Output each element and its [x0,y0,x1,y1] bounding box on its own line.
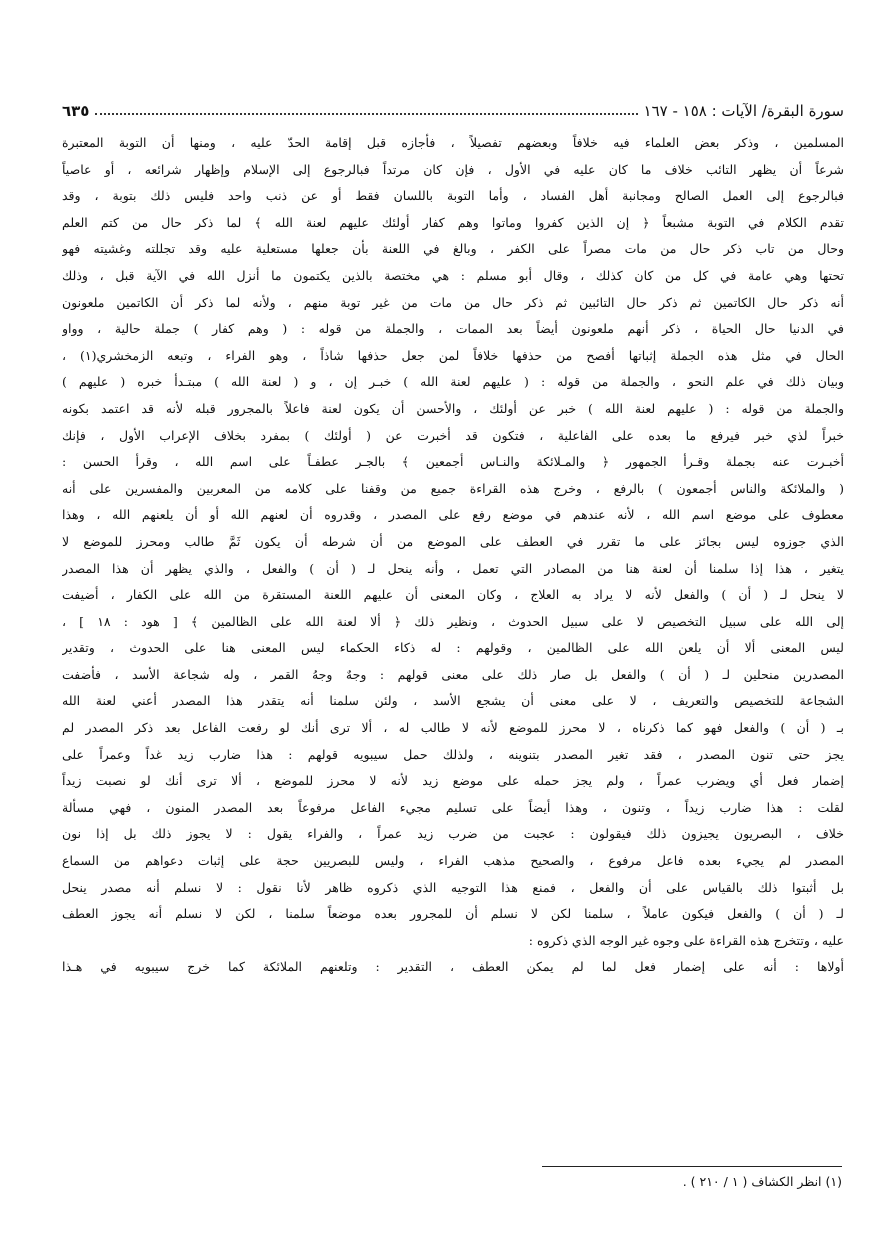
page-number: ٦٣٥ [62,102,90,120]
text-line: خلاف ، البصريون يجيزون ذلك فيقولون : عجبت من ضرب زيد عمراً ، والفراء يقول : لا يجوز ذلك بل إذا نون [62,826,844,842]
text-line: في الدنيا حال الحياة ، ذكر أنهم ملعونون أيضاً بعد الممات ، والجملة من قوله : ( وهم كفار ) جملة حالية ، وواو [62,321,844,337]
text-line: إلى الله على سبيل التخصيص لا على سبيل الحدوث ، ونظير ذلك ﴿ ألا لعنة الله على الظالمين ﴾ [ هود : ١٨ ] ، [62,613,844,629]
text-line: أخبـرت عنه بجملة وقـرأ الجمهور ﴿ والمـلائكة والنـاس أجمعين ﴾ بالجـر عطفـاً على اسم الله ، وقرأ الحسن : [62,454,844,470]
text-line: وحال من تاب ذكر حال من مات مصراً على الكفر ، وبالغ في اللعنة بأن جعلها مستعلية عليه وقد تجللته وغشيته فهو [62,241,844,257]
text-line: المسلمين ، وذكر بعض العلماء فيه خلافاً وبعضهم تفصيلاً ، فأجازه قبل إقامة الحدّ عليه ، ومنها أن التوبة المعتبرة [62,135,844,150]
text-line: لـ ( أن ) والفعل فيكون عاملاً ، سلمنا لكن لا نسلم أن للمجرور بعده موضعاً سلمنا ، لكن لا نسلم أنه يجوز العطف [62,906,844,922]
text-line: يتغير ، هذا إذا سلمنا أن لعنة هنا من المصادر التي تعمل ، وأنه ينحل لـ ( أن ) والفعل ، والذي يظهر أن هذا المصدر [62,560,844,576]
text-line: ليس المعنى ألا أن يلعن الله على الظالمين ، وقولهم : له ذكاء الحكماء ليس المعنى هنا على الحدوث ، وتقدير [62,640,844,656]
text-line: والجملة من قوله : ( عليهم لعنة الله ) خبر عن أولئك ، والأحسن أن يكون لعنة فاعلاً بالمجرور قبله لأنه قد اعتمد بكونه [62,400,844,416]
text-line: شرعاً أن يظهر التائب خلاف ما كان عليه في الأول ، فإن كان مرتداً فبالرجوع إلى الإسلام وإظهار شرائعه ، أو عاصياً [62,161,844,177]
footnote-separator [542,1166,842,1167]
text-line: فبالرجوع إلى العمل الصالح ومجانبة أهل الفساد ، وأما التوبة باللسان فقط أو عن ذنب واحد فليس ذلك بتوبة ، وقد [62,188,844,204]
text-line: الذي جوزوه ليس بجائز على ما تقرر في العطف على الموضع من أن شرطه أن يكون ثَمَّ طالب ومحرز للموضع لا [62,533,844,549]
running-header [62,94,844,120]
text-line: بـ ( أن ) والفعل فهو كما ذكرناه ، لا محرز للموضع لأنه لا طالب له ، ألا ترى أنك لو رفعت الفاعل بعد ذكر المصدر لم [62,720,844,736]
text-line: المصدرين منحلين لـ ( أن ) والفعل بل صار ذلك على معنى قولهم : وجهٌ وجهُ القمر ، وله شجاعة الأسد ، فأضفت [62,666,844,682]
text-line: أولاها : أنه على إضمار فعل لما لم يمكن العطف ، التقدير : وتلعنهم الملائكة كما خرج سيبويه في هـذا [62,959,844,975]
text-line: يجز حتى تنون المصدر ، فقد تغير المصدر بتنوينه ، ولذلك حمل سيبويه قولهم : هذا ضارب زيد غداً وعمراً على [62,746,844,762]
body-text [62,130,844,981]
text-line: بل أثبتوا ذلك بالقياس على أن والفعل ، فمنع هذا التوجيه الذي ذكروه ظاهر لأنا نقول : لا نسلم أنه مصدر ينحل [62,879,844,895]
text-line: لا ينحل لـ ( أن ) والفعل لأنه لا يراد به العلاج ، وكان المعنى أن عليهم اللعنة المستقرة من الله على الكفار ، أضيفت [62,587,844,603]
text-line: تقدم الكلام في التوبة مشبعاً ﴿ إن الذين كفروا وماتوا وهم كفار أولئك عليهم لعنة الله ﴾ لما ذكر حال من كتم العلم [62,214,844,230]
footnote: (١) انظر الكشاف ( ١ / ٢١٠ ) . [682,1174,842,1189]
text-line: إضمار فعل أي ويضرب عمراً ، ولم يجز حمله على موضع زيد لأنه لا محرز للموضع ، ألا ترى أنك لو نصبت زيداً [62,773,844,789]
text-line: عليه ، وتتخرج هذه القراءة على وجوه غير الوجه الذي ذكروه : [528,932,844,948]
text-line: أنه ذكر حال الكاتمين ثم ذكر حال التائبين ثم ذكر حال من مات من غير توبة منهم ، ولأنه لما ذكر أن الكاتمين ملعونون [62,294,844,310]
header-dotted-leader [95,112,637,115]
text-line: وبيان ذلك في علم النحو ، والجملة من قوله : ( عليهم لعنة الله ) خبـر إن ، و ( لعنة الله ) مبتـدأ خبره ( عليهم ) [62,374,844,390]
text-line: لقلت : هذا ضارب زيداً ، وتنون ، وهذا أيضاً على تسليم مجيء الفاعل مرفوعاً بعد المصدر المنون ، فهي مسألة [62,799,844,815]
header-title: سورة البقرة/ الآيات : ١٥٨ - ١٦٧ [643,102,844,120]
text-line: الحال في مثل هذه الجملة إثباتها أفصح من حذفها خلافاً لمن جعل حذفها شاذاً ، وهو الفراء ، وتبعه الزمخشري(١) ، [62,347,844,363]
text-line: تحتها وهي عامة في كل من كان كذلك ، وقال أبو مسلم : هي مختصة بالذين يكتمون ما أنزل الله في الآية قبل ، وذلك [62,267,844,283]
text-line: معطوف على موضع اسم الله ، لأنه عندهم في موضع رفع على المصدر ، وقدروه أن لعنهم الله أو أن يلعنهم الله ، وهذا [62,507,844,523]
text-line: المصدر لم يجيء بعده فاعل مرفوع ، والصحيح مذهب الفراء ، وليس للبصريين حجة على إثبات دعواهم من السماع [62,853,844,869]
text-line: ( والملائكة والناس أجمعون ) بالرفع ، وخرج هذه القراءة جميع من وقفنا على كلامه من المعربين والمفسرين على أنه [62,480,844,496]
text-line: خبراً لذي خبر فيرفع ما بعده على الفاعلية ، فتكون قد أخبرت عن ( أولئك ) بمفرد بخلاف الإعراب الأول ، فإنك [62,427,844,443]
text-line: الشجاعة للتخصيص والتعريف ، لا على معنى أن يشجع الأسد ، ولئن سلمنا أنه يتقدر هذا المصدر أعني لعنة الله [62,693,844,709]
